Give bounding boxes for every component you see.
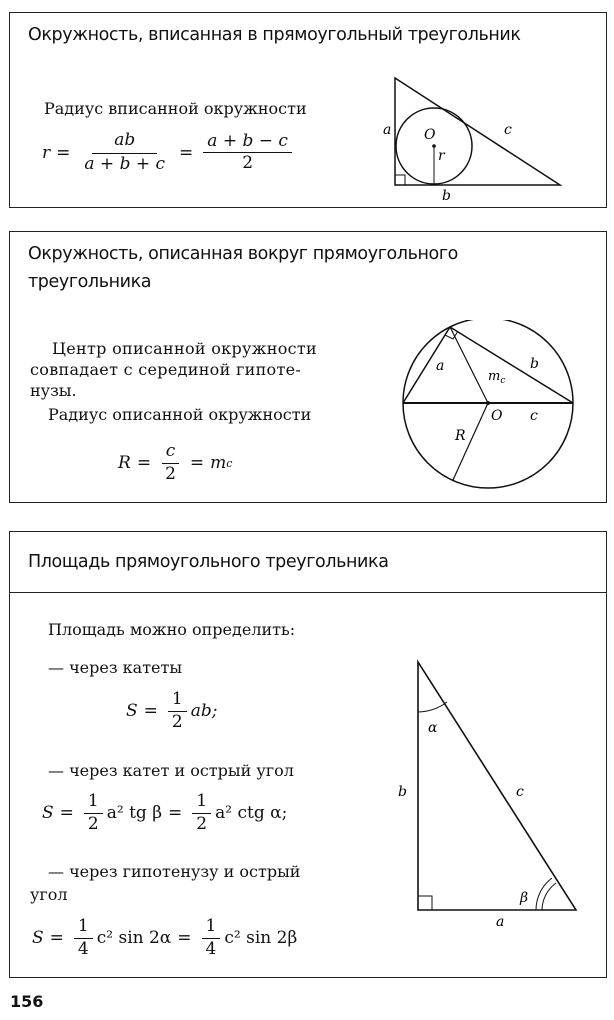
- section-inscribed-circle: [9, 12, 607, 208]
- fraction-numerator: 1: [202, 917, 221, 939]
- fraction-numerator: 1: [168, 690, 187, 712]
- area-formula-hypotenuse-angle: [32, 917, 297, 959]
- formula-rhs: c² sin 2β: [224, 928, 298, 949]
- section-header: [10, 532, 606, 593]
- section-title: Площадь прямоугольного треугольника: [28, 552, 389, 572]
- equals-sign: =: [56, 142, 71, 163]
- equals-sign: =: [136, 453, 152, 474]
- fraction-denominator: 2: [196, 813, 208, 834]
- fraction-numerator: 1: [192, 792, 211, 814]
- label-a: a: [383, 122, 392, 138]
- section-circumscribed-circle: [9, 231, 607, 503]
- area-intro: Площадь можно определить:: [48, 620, 296, 639]
- formula-lhs: S: [126, 701, 138, 722]
- fraction-denominator: 2: [165, 463, 176, 484]
- fraction-numerator: 1: [84, 792, 103, 814]
- fraction-denominator: a + b + c: [84, 153, 166, 174]
- right-angle-mark: [395, 175, 405, 185]
- fraction-c-over-2: [161, 442, 180, 484]
- median-symbol: m: [210, 453, 227, 474]
- fraction-abc: [203, 132, 292, 174]
- section-title: Окружность, вписанная в прямоугольный треугольник: [28, 25, 521, 45]
- right-triangle: [418, 662, 576, 910]
- angle-beta-arc-inner: [542, 883, 556, 910]
- fraction-denominator: 4: [77, 938, 89, 959]
- circumscribed-radius-formula: [118, 442, 232, 484]
- right-triangle-figure: [398, 654, 598, 934]
- fraction-denominator: 4: [205, 938, 217, 959]
- label-a: a: [436, 358, 445, 374]
- formula-rhs: ab;: [190, 701, 218, 722]
- fraction-numerator: 1: [74, 917, 93, 939]
- section-title-line1: Окружность, описанная вокруг прямоугольного: [28, 244, 458, 264]
- label-b: b: [442, 188, 451, 204]
- case-hypotenuse-angle-line1: — через гипотенузу и острый: [48, 862, 301, 881]
- case-leg-angle: — через катет и острый угол: [48, 761, 294, 780]
- page-number: 156: [10, 992, 44, 1011]
- equals-sign: =: [59, 803, 74, 824]
- inscribed-circle-figure: [380, 68, 580, 208]
- area-formula-legs: [126, 690, 217, 732]
- fraction-ab: [80, 131, 169, 174]
- formula-lhs: r: [42, 142, 51, 163]
- fraction-denominator: 2: [171, 711, 183, 732]
- section-triangle-area: [9, 531, 607, 978]
- equals-sign: =: [168, 803, 183, 824]
- fraction-denominator: 2: [242, 153, 254, 174]
- fraction-numerator: a + b − c: [203, 132, 292, 154]
- equals-sign: =: [189, 453, 205, 474]
- fraction-half: [84, 792, 103, 834]
- formula-lhs: S: [42, 803, 54, 824]
- angle-alpha-arc: [418, 702, 447, 712]
- label-O: O: [424, 127, 436, 143]
- label-b: b: [398, 784, 407, 800]
- label-R: R: [455, 428, 466, 444]
- label-c: c: [504, 122, 512, 138]
- label-O: O: [491, 408, 503, 424]
- fraction-half: [192, 792, 211, 834]
- fraction-numerator: ab: [92, 131, 157, 154]
- equals-sign: =: [179, 142, 194, 163]
- label-c: c: [516, 784, 524, 800]
- formula-lhs: R: [118, 453, 131, 474]
- center-text-line2: совпадает с серединой гипоте-: [30, 360, 302, 379]
- equals-sign: =: [177, 928, 192, 949]
- center-point: [486, 401, 490, 405]
- label-a: a: [496, 914, 505, 930]
- label-beta: β: [520, 890, 529, 906]
- center-text-line1: Центр описанной окружности: [52, 339, 318, 358]
- median-subscript: c: [226, 456, 233, 470]
- formula-middle: c² sin 2α: [96, 928, 172, 949]
- section-title-line2: треугольника: [28, 272, 152, 292]
- equals-sign: =: [49, 928, 64, 949]
- formula-lhs: S: [32, 928, 44, 949]
- inscribed-radius-formula: [42, 131, 296, 174]
- right-triangle: [395, 78, 560, 185]
- label-r: r: [438, 148, 445, 164]
- inscribed-radius-label: Радиус вписанной окружности: [44, 99, 307, 118]
- label-c: c: [530, 408, 538, 424]
- fraction-quarter: [74, 917, 93, 959]
- equals-sign: =: [143, 701, 158, 722]
- case-legs: — через катеты: [48, 658, 183, 677]
- area-formula-leg-angle: [42, 792, 287, 834]
- case-hypotenuse-angle-line2: угол: [30, 885, 68, 904]
- label-alpha: α: [428, 720, 438, 736]
- fraction-half: [168, 690, 187, 732]
- angle-beta-arc-outer: [536, 878, 552, 910]
- label-b: b: [530, 356, 539, 372]
- fraction-numerator: c: [162, 442, 180, 464]
- center-text-line3: нузы.: [30, 381, 77, 400]
- label-mc: $m_c$: [488, 369, 506, 386]
- circumscribed-circle-figure: [398, 320, 578, 490]
- right-angle-mark: [418, 896, 432, 910]
- circumscribed-radius-label: Радиус описанной окружности: [48, 405, 312, 424]
- fraction-denominator: 2: [87, 813, 99, 834]
- formula-middle: a² tg β: [106, 803, 163, 824]
- formula-rhs: a² ctg α;: [215, 803, 288, 824]
- fraction-quarter: [202, 917, 221, 959]
